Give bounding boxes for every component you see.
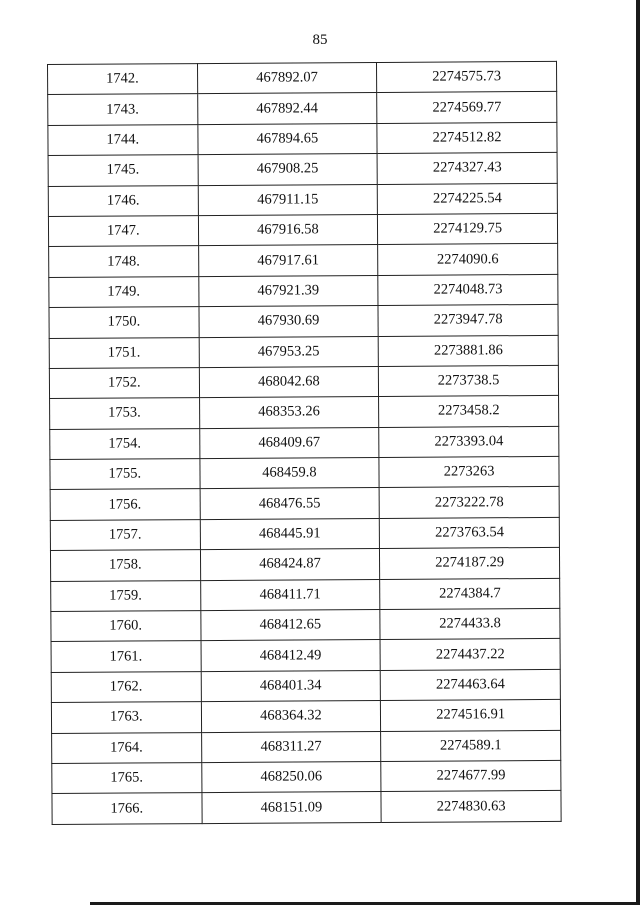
point-number-cell: 1749.	[49, 276, 199, 307]
point-number-cell: 1751.	[49, 337, 199, 368]
point-number-cell: 1742.	[48, 64, 198, 95]
table-row	[51, 639, 560, 672]
point-number-cell: 1746.	[48, 185, 198, 216]
y-coordinate-cell: 2274575.73	[377, 61, 557, 92]
x-coordinate-cell: 468445.91	[200, 518, 380, 549]
y-coordinate-cell: 2273263	[379, 456, 559, 487]
y-coordinate-cell: 2273458.2	[379, 396, 559, 427]
point-number-cell: 1748.	[49, 246, 199, 277]
y-coordinate-cell: 2274830.63	[381, 791, 561, 822]
table-row	[48, 61, 557, 94]
coordinates-table-body	[48, 61, 562, 824]
point-number-cell: 1766.	[52, 793, 202, 824]
x-coordinate-cell: 467930.69	[199, 306, 379, 337]
y-coordinate-cell: 2274433.8	[380, 608, 560, 639]
y-coordinate-cell: 2274384.7	[380, 578, 560, 609]
point-number-cell: 1745.	[48, 155, 198, 186]
y-coordinate-cell: 2274569.77	[377, 92, 557, 123]
y-coordinate-cell: 2274516.91	[381, 700, 561, 731]
y-coordinate-cell: 2274512.82	[377, 122, 557, 153]
x-coordinate-cell: 468311.27	[201, 731, 381, 762]
point-number-cell: 1755.	[50, 459, 200, 490]
x-coordinate-cell: 467921.39	[198, 275, 378, 306]
table-row	[50, 426, 559, 459]
point-number-cell: 1757.	[50, 519, 200, 550]
table-row	[51, 578, 560, 611]
x-coordinate-cell: 468250.06	[201, 761, 381, 792]
point-number-cell: 1747.	[48, 216, 198, 247]
table-row	[48, 122, 557, 155]
y-coordinate-cell: 2274589.1	[381, 730, 561, 761]
table-row	[49, 244, 558, 277]
table-row	[48, 183, 557, 216]
y-coordinate-cell: 2273947.78	[378, 305, 558, 336]
x-coordinate-cell: 468424.87	[200, 549, 380, 580]
point-number-cell: 1764.	[52, 732, 202, 763]
x-coordinate-cell: 467916.58	[198, 214, 378, 245]
y-coordinate-cell: 2274327.43	[377, 153, 557, 184]
table-row	[51, 608, 560, 641]
x-coordinate-cell: 468459.8	[199, 458, 379, 489]
table-row	[49, 305, 558, 338]
table-row	[51, 669, 560, 702]
x-coordinate-cell: 468042.68	[199, 366, 379, 397]
page-number: 85	[312, 32, 328, 48]
table-row	[49, 274, 558, 307]
x-coordinate-cell: 468401.34	[201, 670, 381, 701]
point-number-cell: 1759.	[51, 580, 201, 611]
table-row	[50, 548, 559, 581]
y-coordinate-cell: 2274225.54	[378, 183, 558, 214]
x-coordinate-cell: 468411.71	[200, 579, 380, 610]
table-row	[48, 213, 557, 246]
x-coordinate-cell: 467908.25	[198, 154, 378, 185]
point-number-cell: 1753.	[50, 398, 200, 429]
table-row	[52, 760, 561, 793]
x-coordinate-cell: 468409.67	[199, 427, 379, 458]
table-row	[52, 730, 561, 763]
x-coordinate-cell: 468412.49	[201, 640, 381, 671]
y-coordinate-cell: 2273222.78	[379, 487, 559, 518]
x-coordinate-cell: 467894.65	[197, 123, 377, 154]
x-coordinate-cell: 467892.07	[197, 62, 377, 93]
table-row	[49, 335, 558, 368]
table-row	[52, 791, 561, 824]
point-number-cell: 1743.	[48, 94, 198, 125]
point-number-cell: 1763.	[51, 702, 201, 733]
point-number-cell: 1765.	[52, 763, 202, 794]
table-row	[50, 517, 559, 550]
point-number-cell: 1756.	[50, 489, 200, 520]
y-coordinate-cell: 2274090.6	[378, 244, 558, 275]
x-coordinate-cell: 467911.15	[198, 184, 378, 215]
coordinates-table	[47, 61, 562, 825]
y-coordinate-cell: 2274463.64	[380, 669, 560, 700]
y-coordinate-cell: 2273393.04	[379, 426, 559, 457]
y-coordinate-cell: 2274129.75	[378, 213, 558, 244]
y-coordinate-cell: 2274048.73	[378, 274, 558, 305]
x-coordinate-cell: 467917.61	[198, 245, 378, 276]
x-coordinate-cell: 467953.25	[199, 336, 379, 367]
x-coordinate-cell: 468412.65	[200, 610, 380, 641]
point-number-cell: 1750.	[49, 307, 199, 338]
table-row	[51, 700, 560, 733]
y-coordinate-cell: 2274187.29	[380, 548, 560, 579]
point-number-cell: 1762.	[51, 671, 201, 702]
table-row	[50, 487, 559, 520]
y-coordinate-cell: 2274677.99	[381, 760, 561, 791]
table-row	[50, 396, 559, 429]
point-number-cell: 1760.	[51, 611, 201, 642]
x-coordinate-cell: 468364.32	[201, 701, 381, 732]
y-coordinate-cell: 2273763.54	[380, 517, 560, 548]
x-coordinate-cell: 468151.09	[202, 792, 382, 823]
x-coordinate-cell: 468353.26	[199, 397, 379, 428]
point-number-cell: 1758.	[50, 550, 200, 581]
point-number-cell: 1752.	[49, 367, 199, 398]
x-coordinate-cell: 467892.44	[197, 93, 377, 124]
table-row	[48, 153, 557, 186]
x-coordinate-cell: 468476.55	[200, 488, 380, 519]
y-coordinate-cell: 2273738.5	[379, 365, 559, 396]
point-number-cell: 1744.	[48, 124, 198, 155]
point-number-cell: 1754.	[50, 428, 200, 459]
table-row	[50, 456, 559, 489]
table-row	[49, 365, 558, 398]
point-number-cell: 1761.	[51, 641, 201, 672]
y-coordinate-cell: 2274437.22	[380, 639, 560, 670]
scan-edge-right	[636, 0, 640, 905]
table-row	[48, 92, 557, 125]
y-coordinate-cell: 2273881.86	[378, 335, 558, 366]
